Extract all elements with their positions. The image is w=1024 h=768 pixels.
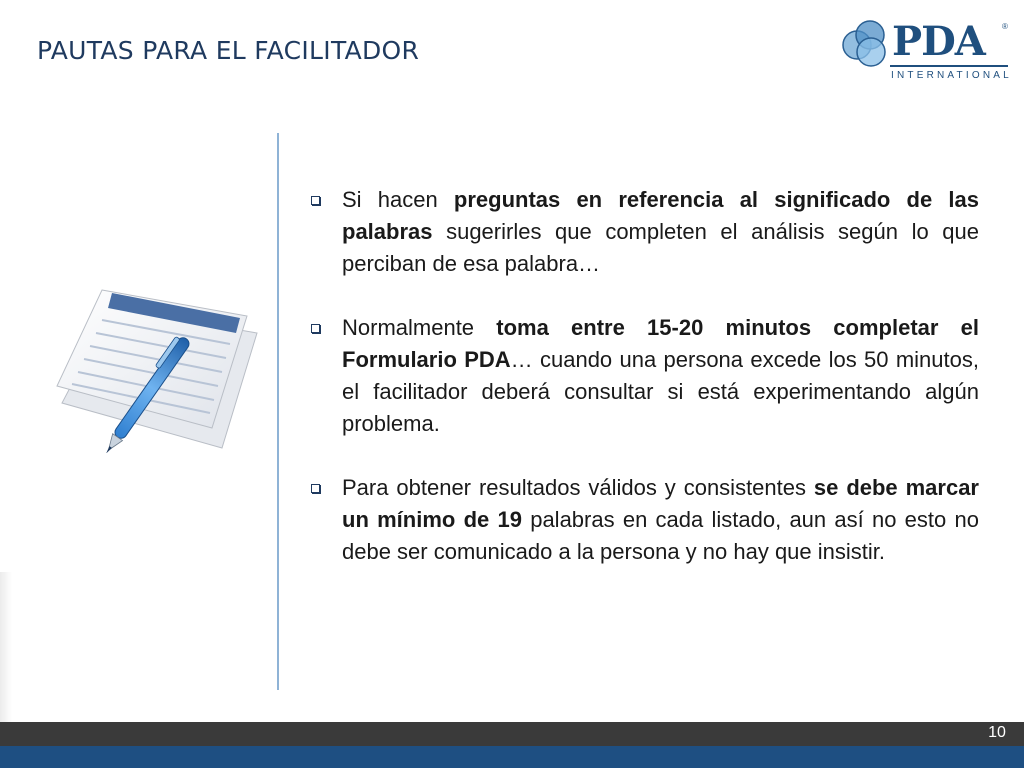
logo-registered-mark: ®	[1002, 22, 1008, 31]
vertical-divider	[277, 133, 279, 690]
pda-logo	[840, 18, 1012, 86]
bullet-item	[307, 312, 979, 440]
footer-blue-band	[0, 746, 1024, 768]
slide-title: PAUTAS PARA EL FACILITADOR	[37, 36, 420, 65]
page-number: 10	[988, 724, 1006, 741]
bullet-list	[307, 184, 979, 600]
notepad-pen-icon	[52, 278, 267, 453]
bullet-item	[307, 184, 979, 280]
bullet-text: Si hacen preguntas en referencia al significado de las palabras sugerirles que completen el análisis según lo que perciban de esa palabra…	[342, 187, 979, 276]
square-bullet-icon	[311, 324, 320, 333]
logo-rule	[890, 65, 1008, 67]
bullet-text: Para obtener resultados válidos y consistentes se debe marcar un mínimo de 19 palabras en cada listado, aun así no esto no debe ser comunicado a la persona y no hay que insistir.	[342, 475, 979, 564]
left-edge-shadow	[0, 572, 12, 722]
footer-dark-band	[0, 722, 1024, 746]
logo-subtitle: INTERNATIONAL	[891, 70, 1012, 81]
logo-circles-icon	[840, 18, 892, 70]
bullet-text: Normalmente toma entre 15-20 minutos completar el Formulario PDA… cuando una persona excede los 50 minutos, el facilitador deberá consultar si está experimentando algún problema.	[342, 315, 980, 436]
logo-brand-text: PDA	[892, 18, 985, 65]
bullet-item	[307, 472, 979, 568]
square-bullet-icon	[311, 196, 320, 205]
square-bullet-icon	[311, 484, 320, 493]
